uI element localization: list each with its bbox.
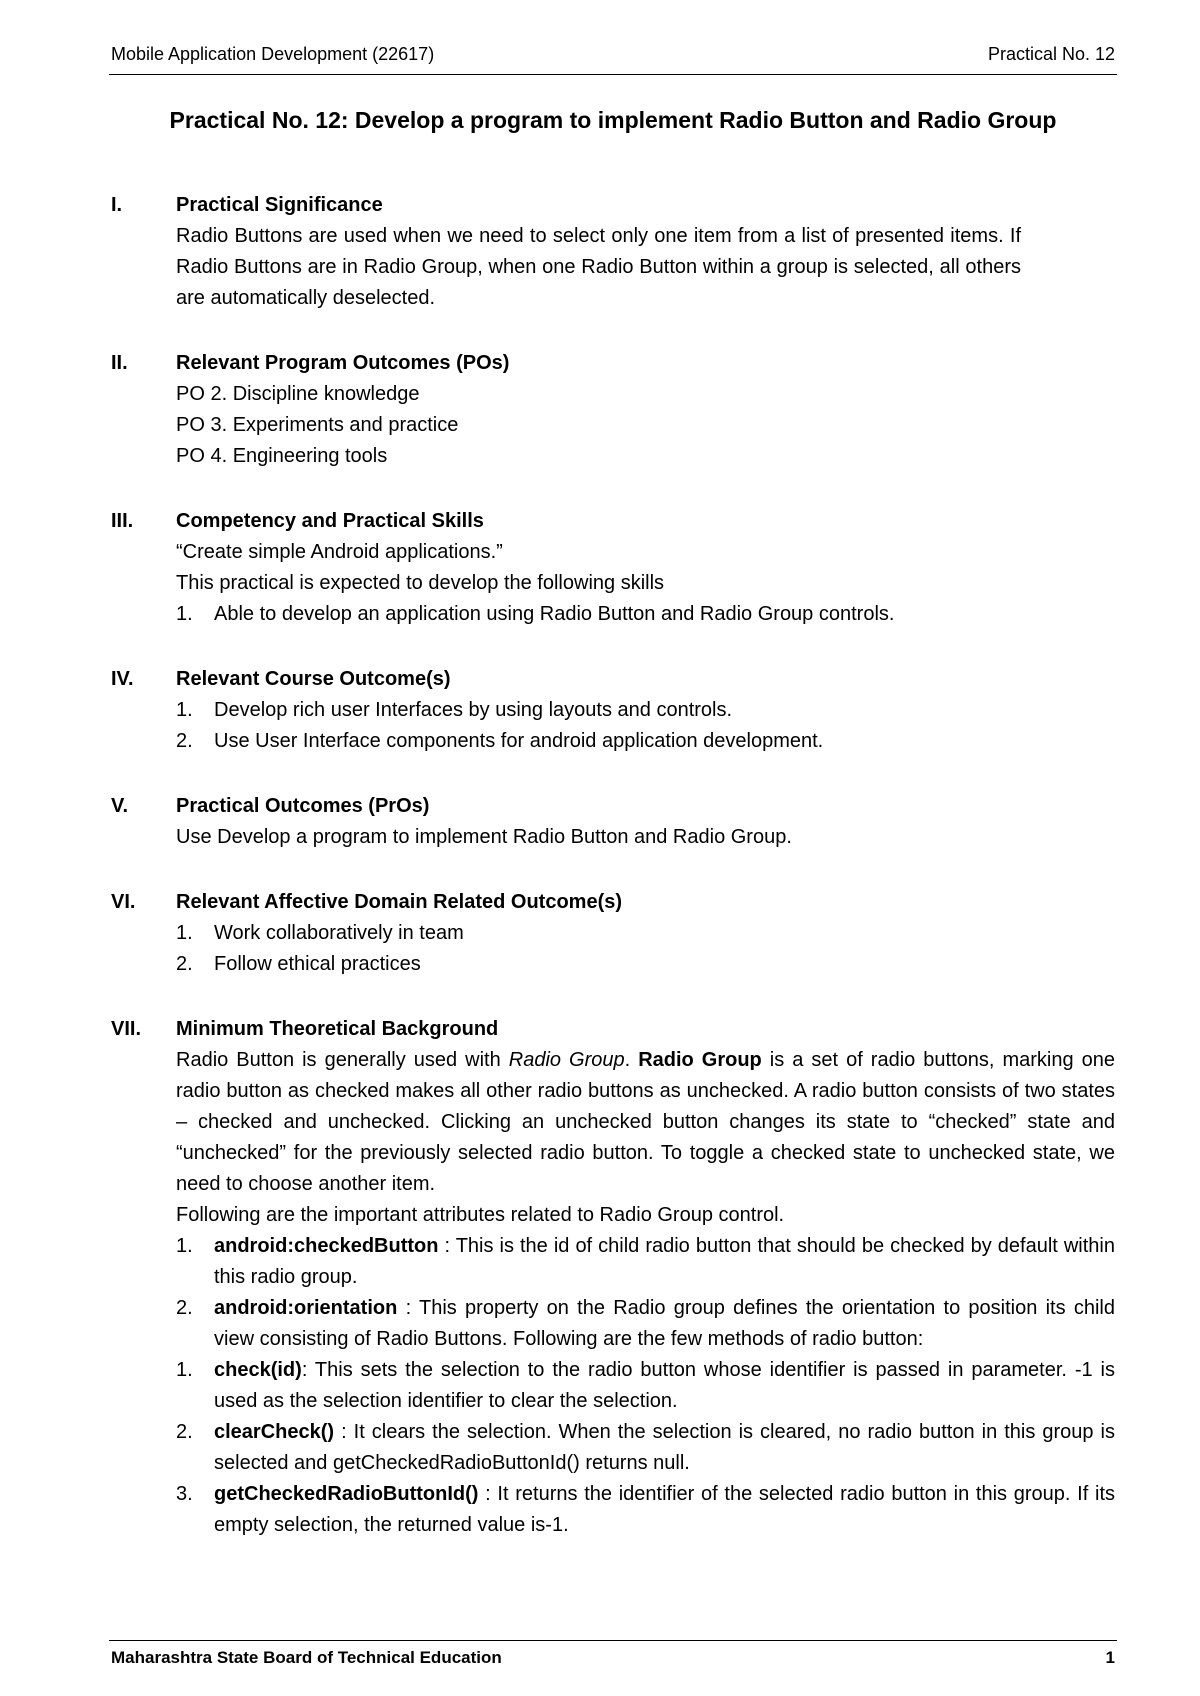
section-heading: Minimum Theoretical Background — [176, 1018, 499, 1040]
section-theoretical-background — [111, 1014, 1115, 1541]
section-heading: Competency and Practical Skills — [176, 510, 484, 532]
section-heading: Relevant Course Outcome(s) — [176, 668, 451, 690]
list-item: 1. Work collaboratively in team — [176, 922, 464, 944]
list-item: 2. Follow ethical practices — [176, 953, 421, 975]
header-practical-number: Practical No. 12 — [987, 44, 1115, 64]
list-item: 1. check(id): This sets the selection to the radio button whose identifier is passed in parameter. -1 is used as the selection identifier to clear the selection. — [176, 1359, 1115, 1412]
course-outcome-list — [176, 695, 1115, 757]
list-item: 1. Develop rich user Interfaces by using layouts and controls. — [176, 699, 733, 721]
attributes-intro-line: Following are the important attributes related to Radio Group control. — [176, 1204, 785, 1226]
background-paragraph: Radio Button is generally used with Radio Group. Radio Group is a set of radio buttons, marking one radio button as checked makes all other radio buttons as unchecked. A radio button consists of two states – checked and unchecked. Clicking an unchecked button changes its state to “checked” state and “unchecked” for the previously selected radio button. To toggle a checked state to unchecked state, we need to choose another item. — [176, 1049, 1116, 1195]
section-number: VI. — [111, 891, 136, 913]
section-heading: Relevant Affective Domain Related Outcome(s) — [176, 891, 623, 913]
list-item: 2. android:orientation : This property on the Radio group defines the orientation to position its child view consisting of Radio Buttons. Following are the few methods of radio button: — [176, 1297, 1115, 1350]
section-practical-significance — [111, 190, 1115, 314]
header-rule — [109, 74, 1117, 75]
section-number: I. — [111, 194, 123, 216]
page-header — [111, 44, 1115, 68]
list-item: 1. android:checkedButton : This is the id of child radio button that should be checked by default within this radio group. — [176, 1235, 1115, 1288]
section-course-outcomes — [111, 664, 1115, 757]
list-item: 3. getCheckedRadioButtonId() : It returns the identifier of the selected radio button in this group. If its empty selection, the returned value is-1. — [176, 1483, 1115, 1536]
section-program-outcomes — [111, 348, 1115, 472]
section-number: III. — [111, 510, 134, 532]
attribute-list — [176, 1231, 1115, 1355]
section-paragraph: Radio Buttons are used when we need to select only one item from a list of presented items. If Radio Buttons are in Radio Group, when one Radio Button within a group is selected, all others are automatically deselected. — [176, 225, 1021, 309]
section-practical-outcomes — [111, 791, 1115, 853]
section-number: II. — [111, 352, 128, 374]
header-course-title: Mobile Application Development (22617) — [111, 44, 435, 64]
affective-outcome-list — [176, 918, 1115, 980]
practical-outcome-line: Use Develop a program to implement Radio Button and Radio Group. — [176, 826, 792, 848]
skills-list — [176, 599, 1115, 630]
section-heading: Practical Significance — [176, 194, 383, 216]
section-heading: Practical Outcomes (PrOs) — [176, 795, 430, 817]
footer-board-name: Maharashtra State Board of Technical Education — [111, 1648, 502, 1667]
section-affective-outcomes — [111, 887, 1115, 980]
competency-line: This practical is expected to develop the following skills — [176, 572, 665, 594]
section-number: IV. — [111, 668, 134, 690]
outcome-line: PO 4. Engineering tools — [176, 445, 388, 467]
list-item: 1. Able to develop an application using Radio Button and Radio Group controls. — [176, 603, 895, 625]
footer-page-number: 1 — [1105, 1648, 1115, 1667]
document-body — [111, 190, 1115, 1541]
outcome-line: PO 3. Experiments and practice — [176, 414, 459, 436]
section-heading: Relevant Program Outcomes (POs) — [176, 352, 510, 374]
method-list — [176, 1355, 1115, 1541]
list-item: 2. Use User Interface components for android application development. — [176, 730, 824, 752]
section-number: V. — [111, 795, 129, 817]
competency-line: “Create simple Android applications.” — [176, 541, 503, 563]
page-footer — [111, 1648, 1115, 1672]
list-item: 2. clearCheck() : It clears the selection. When the selection is cleared, no radio button in this group is selected and getCheckedRadioButtonId() returns null. — [176, 1421, 1115, 1474]
footer-rule — [109, 1640, 1117, 1641]
section-number: VII. — [111, 1018, 142, 1040]
outcome-line: PO 2. Discipline knowledge — [176, 383, 420, 405]
page-title: Practical No. 12: Develop a program to implement Radio Button and Radio Group — [169, 107, 1057, 133]
section-competency-skills — [111, 506, 1115, 630]
